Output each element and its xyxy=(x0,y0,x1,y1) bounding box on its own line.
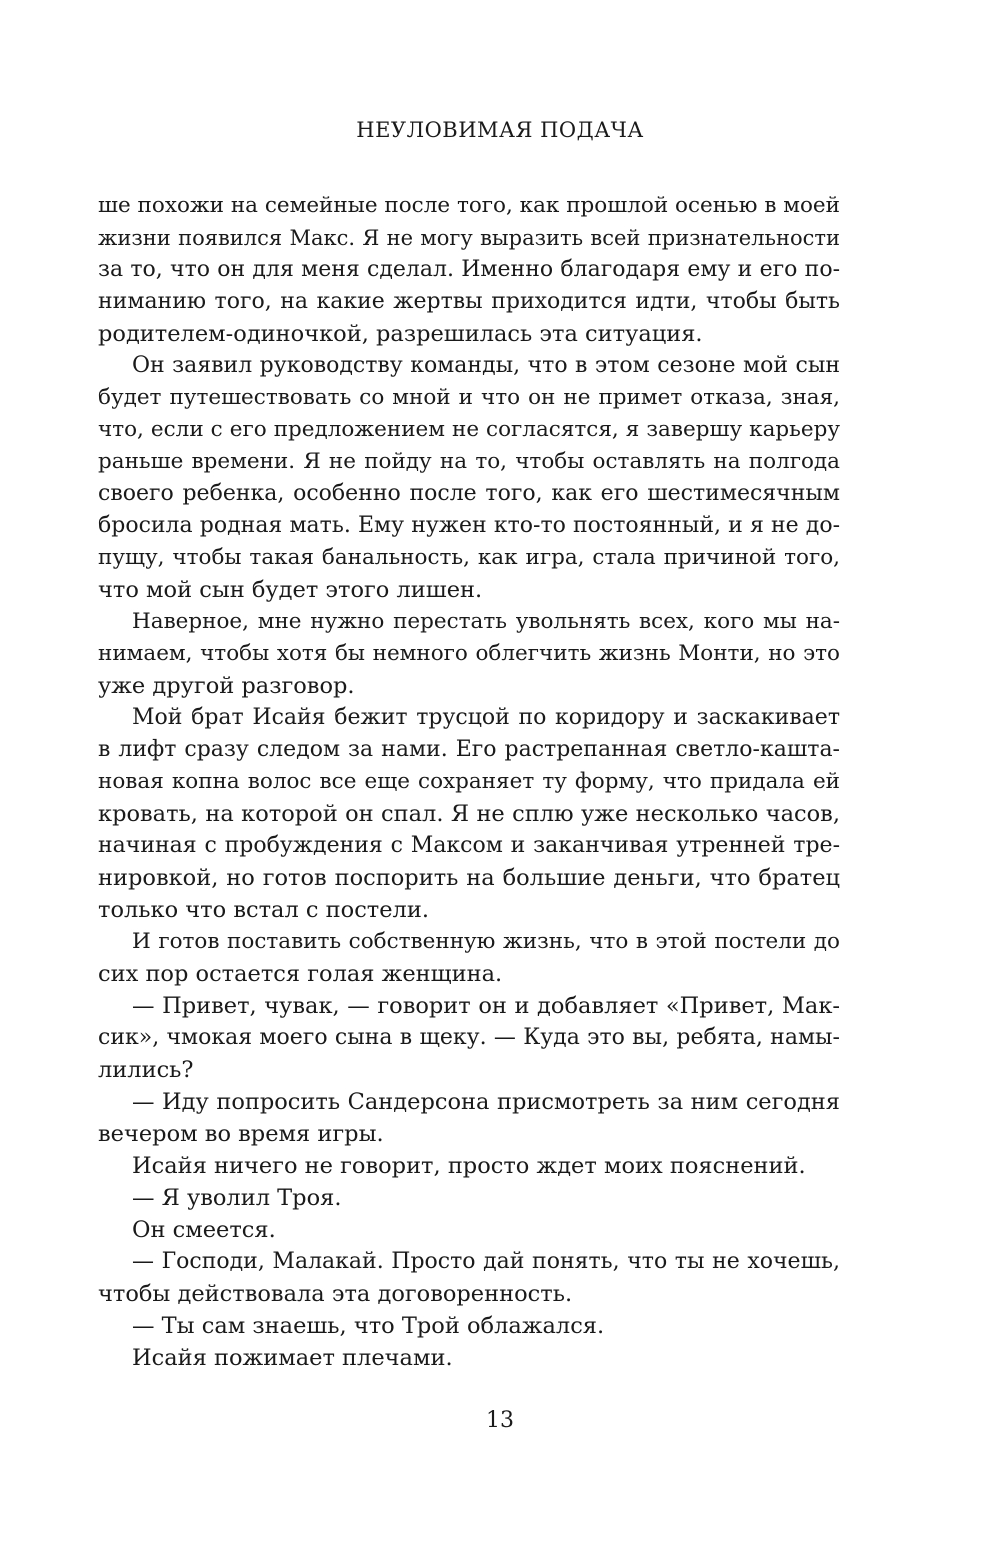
dialogue-line: — Иду попросить Сандерсона присмотреть за ним сегодня xyxy=(132,1089,840,1115)
paragraph-first-line: Мой брат Исайя бежит трусцой по коридору и заскакивает xyxy=(132,705,840,730)
text-line: за то, что он для меня сделал. Именно благодаря ему и его по- xyxy=(98,257,840,282)
paragraph-first-line: Он заявил руководству команды, что в этом сезоне мой сын xyxy=(132,353,840,378)
paragraph-first-line: И готов поставить собственную жизнь, что в этой постели до xyxy=(132,929,840,954)
text-line: что мой сын будет этого лишен. xyxy=(98,577,483,603)
text-line: уже другой разговор. xyxy=(98,673,355,699)
text-line: ше похожи на семейные после того, как прошлой осенью в моей xyxy=(98,193,840,218)
running-head-title: НЕУЛОВИМАЯ ПОДАЧА xyxy=(356,118,644,142)
page-number: 13 xyxy=(486,1408,514,1433)
text-line: вечером во время игры. xyxy=(98,1121,384,1147)
text-line: жизни появился Макс. Я не могу выразить всей признательности xyxy=(98,226,840,250)
text-line: своего ребенка, особенно после того, как его шестимесячным xyxy=(98,481,840,506)
text-line: новая копна волос все еще сохраняет ту форму, что придала ей xyxy=(98,769,840,794)
text-line: сик», чмокая моего сына в щеку. — Куда это вы, ребята, намы- xyxy=(98,1025,840,1050)
text-line: начиная с пробуждения с Максом и заканчивая утренней тре- xyxy=(98,833,840,858)
dialogue-line: — Я уволил Троя. xyxy=(132,1185,342,1211)
text-line: бросила родная мать. Ему нужен кто-то постоянный, и я не до- xyxy=(98,513,840,538)
text-line: сих пор остается голая женщина. xyxy=(98,961,503,987)
paragraph-first-line: Исайя ничего не говорит, просто ждет моих пояснений. xyxy=(132,1153,806,1179)
text-line: раньше времени. Я не пойду на то, чтобы оставлять на полгода xyxy=(98,449,840,474)
text-line: чтобы действовала эта договоренность. xyxy=(98,1281,573,1307)
text-line: пущу, чтобы такая банальность, как игра, стала причиной того, xyxy=(98,545,840,570)
text-line: только что встал с постели. xyxy=(98,897,429,923)
body-text xyxy=(98,190,840,1374)
dialogue-line: — Ты сам знаешь, что Трой облажался. xyxy=(132,1313,605,1339)
paragraph-first-line: Наверное, мне нужно перестать увольнять всех, кого мы на- xyxy=(132,609,840,634)
paragraph-first-line: Исайя пожимает плечами. xyxy=(132,1345,453,1371)
text-line: кровать, на которой он спал. Я не сплю уже несколько часов, xyxy=(98,801,840,827)
dialogue-line: — Господи, Малакай. Просто дай понять, что ты не хочешь, xyxy=(132,1249,840,1274)
text-line: в лифт сразу следом за нами. Его растрепанная светло-кашта- xyxy=(98,737,840,762)
text-line: родителем-одиночкой, разрешилась эта ситуация. xyxy=(98,321,703,347)
text-line: нировкой, но готов поспорить на большие деньги, что братец xyxy=(98,865,840,891)
paragraph-first-line: Он смеется. xyxy=(132,1217,276,1243)
dialogue-line: — Привет, чувак, — говорит он и добавляет «Привет, Мак- xyxy=(132,993,840,1019)
text-line: ниманию того, на какие жертвы приходится идти, чтобы быть xyxy=(98,289,840,314)
text-line: лились? xyxy=(98,1057,194,1083)
text-line: нимаем, чтобы хотя бы немного облегчить жизнь Монти, но это xyxy=(98,641,840,666)
text-line: будет путешествовать со мной и что он не примет отказа, зная, xyxy=(98,385,840,410)
text-line: что, если с его предложением не согласятся, я завершу карьеру xyxy=(98,417,840,442)
